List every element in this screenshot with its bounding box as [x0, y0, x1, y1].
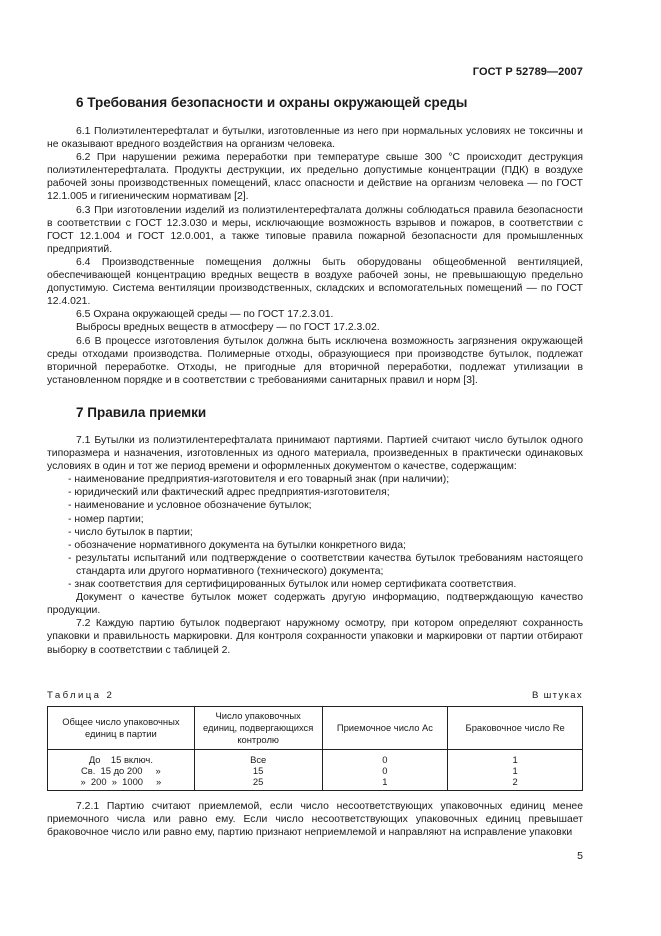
table-2	[47, 706, 583, 791]
section-7-2-1	[47, 800, 583, 839]
column-header-rejection-number: Браковочное число Re	[448, 707, 583, 750]
paragraph-6-5-emissions: Выбросы вредных веществ в атмосферу — по ГОСТ 17.2.3.02.	[76, 322, 380, 334]
quality-document-list	[47, 473, 583, 591]
list-item: - наименование и условное обозначение бутылок;	[47, 499, 583, 512]
page-number: 5	[577, 850, 583, 862]
section-7-title: 7 Правила приемки	[76, 405, 207, 420]
paragraph-7-2-1: 7.2.1 Партию считают приемлемой, если число несоответствующих упаковочных единиц менее приемочного числа или равно ему. Если число несоответствующих упаковочных единиц превышает браковочное число или равно ему, партию признают неприемлемой и направляют на исправление упаковки	[47, 801, 583, 839]
table-2-caption: Таблица 2	[47, 690, 115, 701]
table-cell: 2	[448, 776, 583, 791]
table-row	[48, 776, 583, 791]
column-header-total-units: Общее число упаковочных единиц в партии	[48, 707, 195, 750]
paragraph-6-5: 6.5 Охрана окружающей среды — по ГОСТ 17.2.3.01.	[76, 309, 334, 321]
table-cell: До 15 включ.	[48, 750, 195, 766]
list-item: - наименование предприятия-изготовителя и его товарный знак (при наличии);	[47, 473, 583, 486]
paragraph-6-6: 6.6 В процессе изготовления бутылок должна быть исключена возможность загрязнения окружающей среды отходами производства. Полимерные отходы, образующиеся при производстве бутылок, подлежат вторичной переработке. Отходы, не пригодные для вторичной переработки, подлежат утилизации в установленном порядке и в соответствии с требованиями санитарных правил и норм [3].	[47, 335, 583, 386]
list-item: - обозначение нормативного документа на бутылки конкретного вида;	[47, 539, 583, 552]
table-cell: » 200 » 1000 »	[48, 776, 195, 791]
table-cell: 25	[194, 776, 322, 791]
list-item: - номер партии;	[47, 513, 583, 526]
table-row	[48, 750, 583, 766]
table-2-units: В штуках	[531, 690, 583, 701]
table-cell: 1	[322, 776, 448, 791]
paragraph-6-2: 6.2 При нарушении режима переработки при температуре свыше 300 °С происходит деструкция полиэтилентерефталата. Продукты деструкции, их предельно допустимые концентрации (ПДК) в воздухе рабочей зоны производственных помещений, класс опасности и действие на организм человека — по ГОСТ 12.1.005 и гигиеническим нормативам [2].	[47, 152, 583, 203]
paragraph-7-2: 7.2 Каждую партию бутылок подвергают наружному осмотру, при котором определяют сохранность упаковки и правильность маркировки. Для контроля сохранности упаковки и маркировки от партии отбирают выборку в соответствии с таблицей 2.	[47, 618, 583, 656]
section-6-title: 6 Требования безопасности и охраны окружающей среды	[76, 95, 468, 110]
table-cell: 0	[322, 765, 448, 776]
paragraph-6-3: 6.3 При изготовлении изделий из полиэтилентерефталата должны соблюдаться правила безопасности в соответствии с ГОСТ 12.3.030 и меры, исключающие возможность взрывов и пожаров, в соответствии с ГОСТ 12.1.004 и ГОСТ 12.0.001, а также типовые правила пожарной безопасности для промышленных предприятий.	[47, 204, 583, 255]
section-6-body	[47, 125, 583, 387]
table-header-row	[48, 707, 583, 750]
list-item: - знак соответствия для сертифицированных бутылок или номер сертификата соответствия.	[47, 578, 583, 591]
table-cell: 0	[322, 750, 448, 766]
paragraph-7-1: 7.1 Бутылки из полиэтилентерефталата принимают партиями. Партией считают число бутылок одного типоразмера и назначения, изготовленных из одного материала, произведенных в практически одинаковых условиях в один и тот же период времени и оформленных документом о качестве, содержащим:	[47, 435, 583, 473]
table-row	[48, 765, 583, 776]
table-cell: Св. 15 до 200 »	[48, 765, 195, 776]
column-header-acceptance-number: Приемочное число Ас	[322, 707, 448, 750]
document-id-header: ГОСТ Р 52789—2007	[472, 66, 583, 78]
paragraph-6-1: 6.1 Полиэтилентерефталат и бутылки, изготовленные из него при нормальных условиях не токсичны и не оказывают вредного воздействия на организм человека.	[47, 126, 583, 151]
table-cell: Все	[194, 750, 322, 766]
list-item: - число бутылок в партии;	[47, 526, 583, 539]
paragraph-6-4: 6.4 Производственные помещения должны быть оборудованы общеобменной вентиляцией, обеспечивающей концентрацию вредных веществ в воздухе рабочей зоны, не превышающую предельно допустимую. Система вентиляции производственных, складских и вспомогательных помещений — по ГОСТ 12.4.021.	[47, 256, 583, 308]
list-item: - результаты испытаний или подтверждение о соответствии качества бутылок требованиям настоящего стандарта или другого нормативного (технического) документа;	[47, 552, 583, 578]
list-item: - юридический или фактический адрес предприятия-изготовителя;	[47, 486, 583, 499]
paragraph-quality-document: Документ о качестве бутылок может содержать другую информацию, подтверждающую качество продукции.	[47, 592, 583, 617]
table-cell: 1	[448, 750, 583, 766]
table-cell: 15	[194, 765, 322, 776]
section-7-body	[47, 434, 583, 657]
table-2-caption-row	[47, 690, 583, 701]
column-header-controlled-units: Число упаковочных единиц, подвергающихся контролю	[194, 707, 322, 750]
table-cell: 1	[448, 765, 583, 776]
